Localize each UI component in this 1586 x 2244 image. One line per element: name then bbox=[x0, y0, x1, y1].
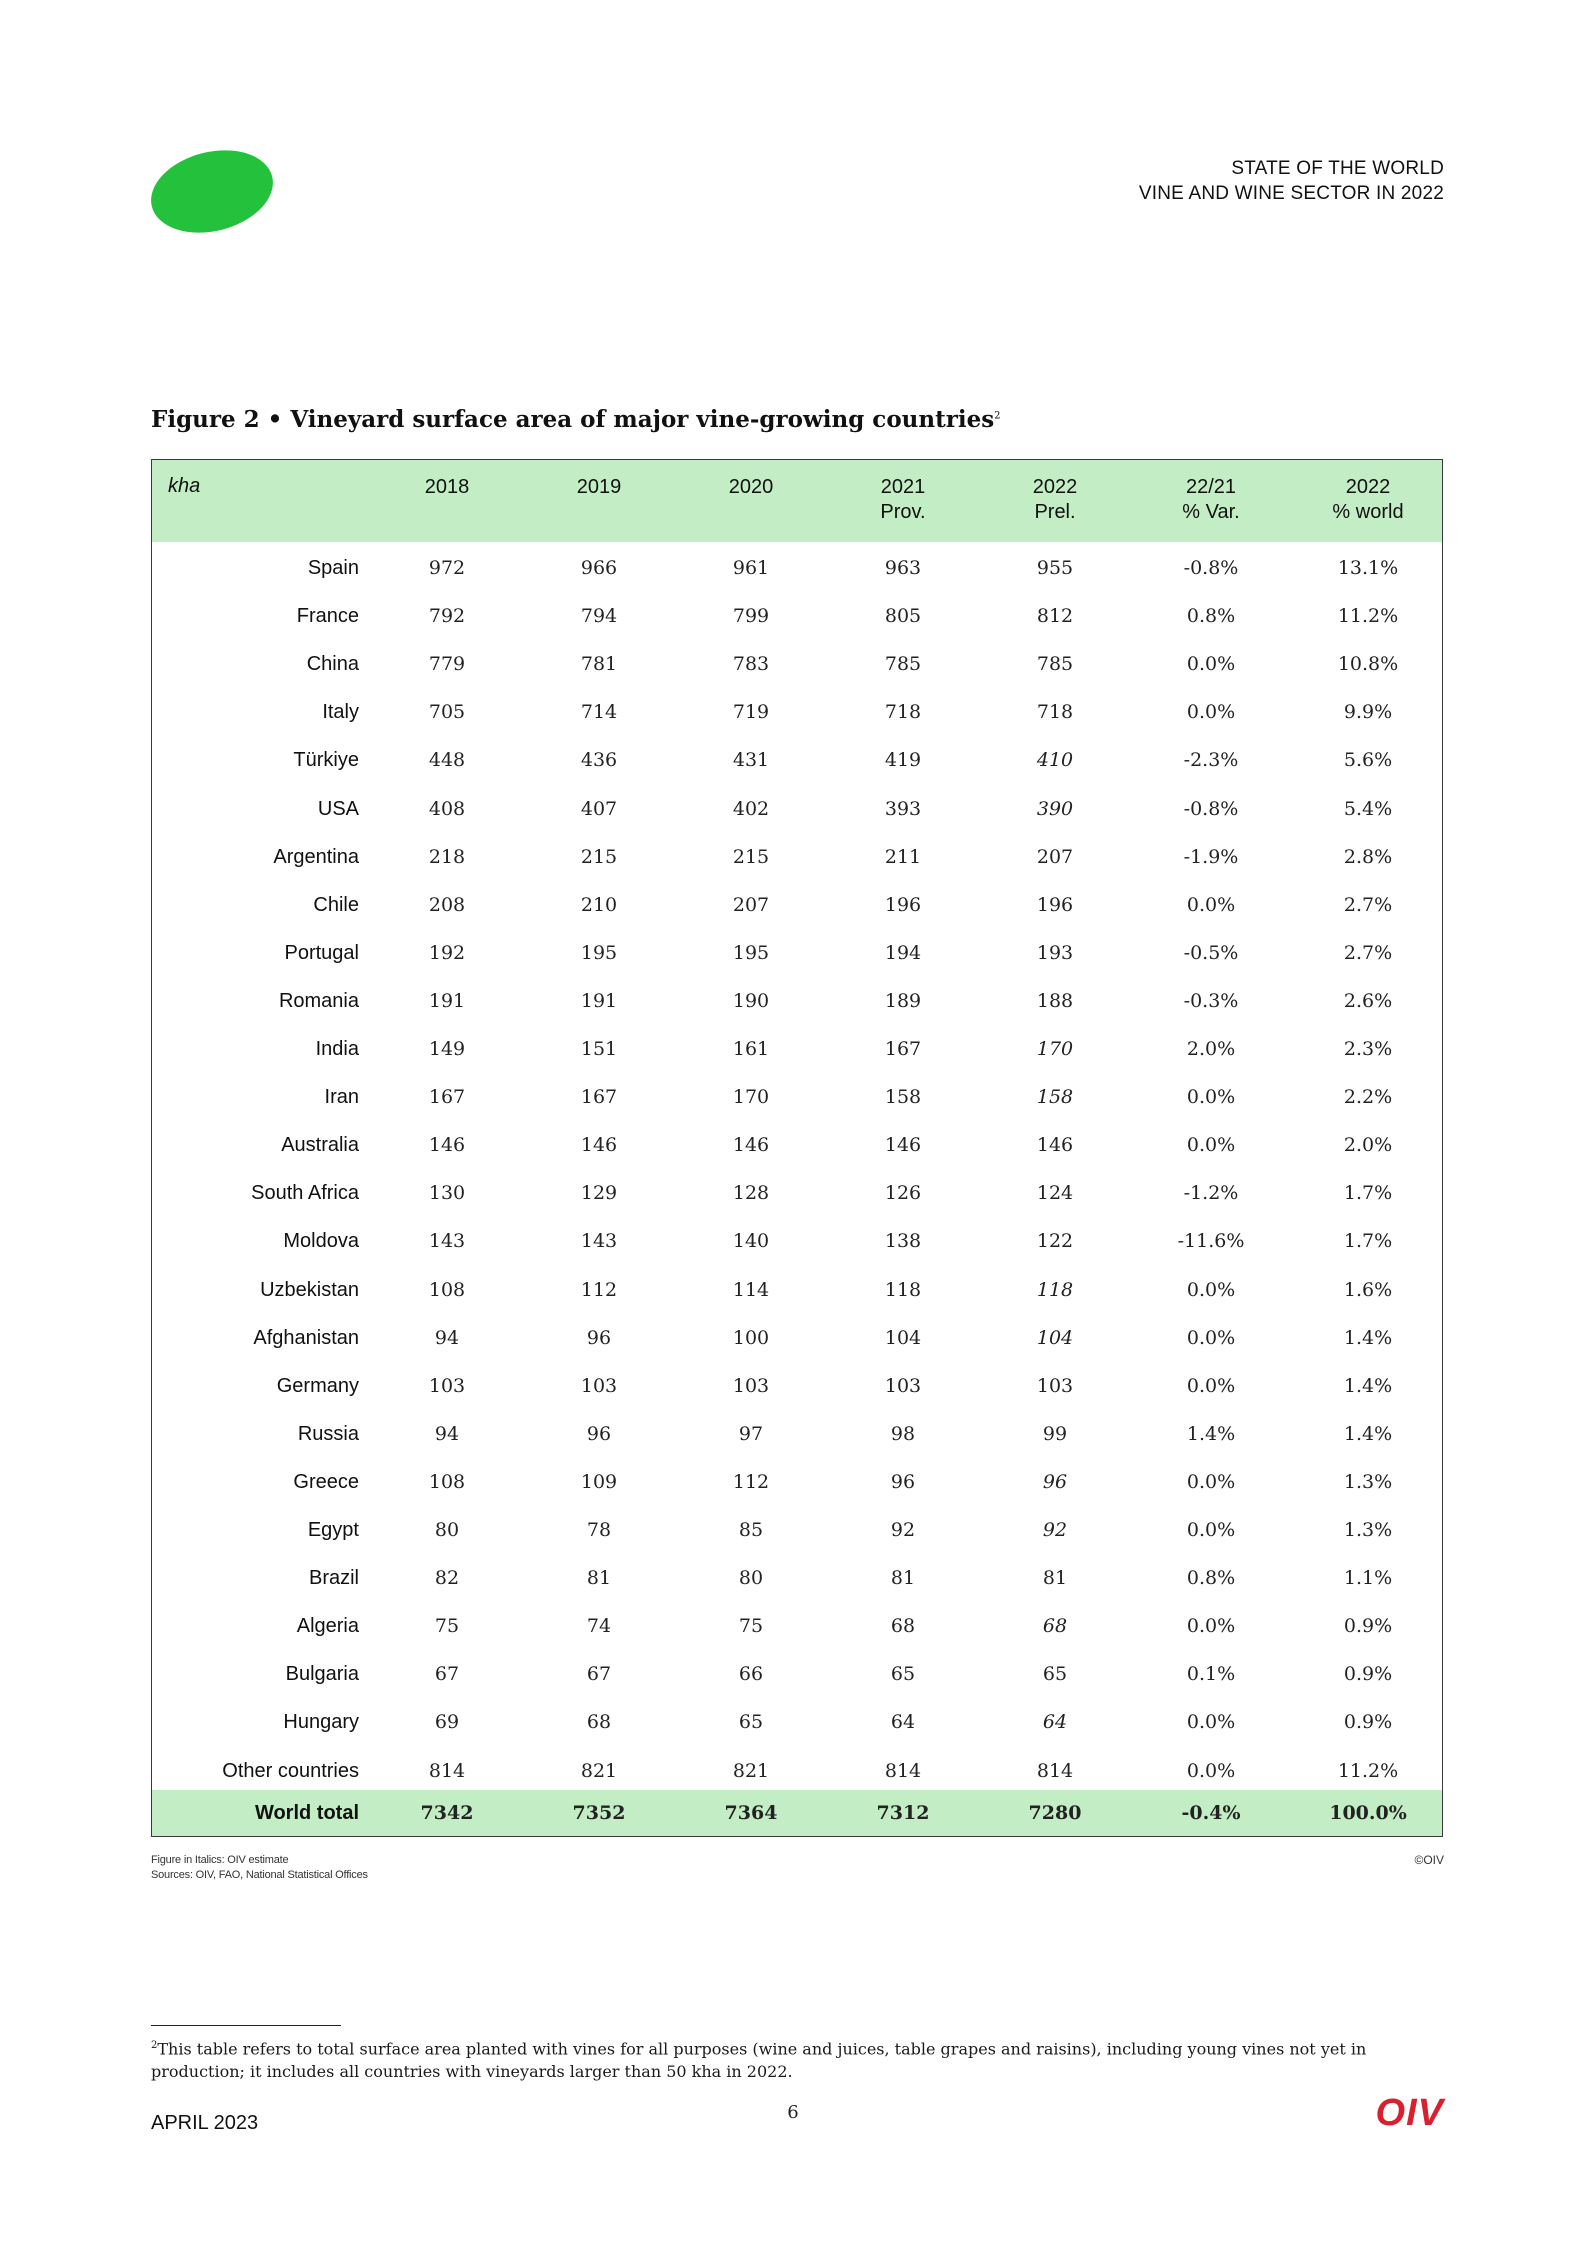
table-cell: 189 bbox=[884, 989, 922, 1012]
table-cell: 64 bbox=[1042, 1711, 1068, 1734]
table-cell: 85 bbox=[738, 1519, 764, 1541]
table-cell: -0.8% bbox=[1183, 557, 1239, 579]
table-cell: 814 bbox=[428, 1759, 466, 1782]
table-cell: 215 bbox=[580, 845, 618, 868]
footnote bbox=[151, 2034, 1451, 2083]
column-header bbox=[1332, 475, 1403, 525]
table-cell: -1.2% bbox=[1183, 1182, 1239, 1205]
table-cell: 1.4% bbox=[1343, 1374, 1393, 1397]
table-cell: 714 bbox=[580, 701, 618, 724]
table-cell: 118 bbox=[884, 1278, 922, 1301]
table-cell: 961 bbox=[732, 557, 770, 579]
table-cell: -0.3% bbox=[1183, 989, 1239, 1012]
country-name: Russia bbox=[297, 1422, 359, 1445]
table-row bbox=[152, 640, 1442, 688]
column-header-line2: Prel. bbox=[1034, 501, 1076, 523]
table-cell: 719 bbox=[732, 701, 770, 724]
table-cell: 2.7% bbox=[1343, 893, 1393, 916]
table-cell: 0.0% bbox=[1186, 1519, 1236, 1541]
table-cell: 114 bbox=[732, 1278, 770, 1301]
column-header bbox=[425, 475, 470, 500]
table-cell: 11.2% bbox=[1337, 605, 1399, 628]
table-cell: 143 bbox=[428, 1230, 466, 1253]
table-cell: 94 bbox=[434, 1326, 460, 1349]
table-row bbox=[152, 544, 1442, 592]
country-name: Bulgaria bbox=[285, 1663, 359, 1686]
table-cell: 0.8% bbox=[1186, 1567, 1236, 1590]
table-cell: 191 bbox=[428, 989, 466, 1012]
table-cell: 143 bbox=[580, 1230, 618, 1253]
table-cell: 130 bbox=[428, 1182, 466, 1205]
table-cell: 92 bbox=[1042, 1519, 1068, 1541]
table-row bbox=[152, 688, 1442, 736]
table-row bbox=[152, 881, 1442, 929]
country-name: Germany bbox=[276, 1374, 359, 1397]
table-row bbox=[152, 833, 1442, 881]
table-cell: -0.8% bbox=[1183, 797, 1239, 820]
figure-title-text: Figure 2 • Vineyard surface area of major vine-growing countries bbox=[151, 406, 995, 433]
table-cell: 68 bbox=[586, 1711, 612, 1734]
table-cell: 128 bbox=[732, 1182, 770, 1205]
table-cell: 69 bbox=[434, 1711, 460, 1734]
header-line-2: VINE AND WINE SECTOR IN 2022 bbox=[1138, 183, 1444, 204]
table-cell: 0.8% bbox=[1186, 605, 1236, 628]
table-cell: 146 bbox=[580, 1134, 618, 1157]
table-cell: 1.4% bbox=[1343, 1326, 1393, 1349]
country-name: Türkiye bbox=[293, 749, 359, 772]
country-name: Moldova bbox=[283, 1230, 359, 1253]
table-cell: 0.9% bbox=[1343, 1711, 1393, 1734]
table-cell: 109 bbox=[580, 1470, 618, 1493]
column-header-line1: 2018 bbox=[424, 476, 470, 498]
total-cell: -0.4% bbox=[1181, 1802, 1241, 1824]
table-cell: 158 bbox=[1036, 1086, 1074, 1109]
table-cell: 2.6% bbox=[1343, 989, 1393, 1012]
table-cell: 82 bbox=[434, 1567, 460, 1590]
table-cell: 170 bbox=[1036, 1038, 1074, 1060]
table-row bbox=[152, 977, 1442, 1025]
table-cell: 0.0% bbox=[1186, 701, 1236, 724]
table-cell: 1.6% bbox=[1343, 1278, 1393, 1301]
table-cell: 207 bbox=[732, 893, 770, 916]
table-cell: 146 bbox=[732, 1134, 770, 1157]
table-cell: 167 bbox=[580, 1086, 618, 1109]
table-cell: 191 bbox=[580, 989, 618, 1012]
country-name: Uzbekistan bbox=[260, 1278, 359, 1301]
column-header bbox=[1033, 475, 1078, 525]
total-cell: 7280 bbox=[1028, 1802, 1082, 1824]
table-cell: 161 bbox=[732, 1038, 770, 1060]
table-cell: 0.0% bbox=[1186, 1759, 1236, 1782]
data-table bbox=[151, 459, 1443, 1837]
table-cell: 436 bbox=[580, 749, 618, 772]
table-cell: 0.9% bbox=[1343, 1663, 1393, 1686]
table-cell: 192 bbox=[428, 941, 466, 964]
table-cell: 146 bbox=[884, 1134, 922, 1157]
table-cell: 96 bbox=[890, 1470, 916, 1493]
total-cell: 7364 bbox=[724, 1802, 778, 1824]
table-cell: 1.7% bbox=[1343, 1182, 1393, 1205]
table-cell: 67 bbox=[434, 1663, 460, 1686]
table-cell: 1.3% bbox=[1343, 1519, 1393, 1541]
report-header bbox=[1139, 156, 1444, 206]
table-cell: 783 bbox=[732, 653, 770, 676]
sources-note: Sources: OIV, FAO, National Statistical Offices bbox=[151, 1869, 368, 1881]
table-row bbox=[152, 1506, 1442, 1554]
table-cell: 0.0% bbox=[1186, 893, 1236, 916]
table-cell: 170 bbox=[732, 1086, 770, 1109]
column-header-line1: 2019 bbox=[576, 476, 622, 498]
table-cell: 966 bbox=[580, 557, 618, 579]
table-cell: 821 bbox=[580, 1759, 618, 1782]
oiv-logo: OIV bbox=[1375, 2092, 1444, 2134]
table-cell: 785 bbox=[884, 653, 922, 676]
table-row bbox=[152, 1362, 1442, 1410]
table-cell: 138 bbox=[884, 1230, 922, 1253]
table-cell: 100 bbox=[732, 1326, 770, 1349]
table-cell: 0.0% bbox=[1186, 1470, 1236, 1493]
table-cell: 390 bbox=[1036, 797, 1074, 820]
table-cell: 207 bbox=[1036, 845, 1074, 868]
table-cell: 208 bbox=[428, 893, 466, 916]
table-cell: 103 bbox=[580, 1374, 618, 1397]
table-row bbox=[152, 736, 1442, 784]
footnote-ref: 2 bbox=[994, 410, 1001, 422]
country-name: India bbox=[315, 1038, 359, 1060]
country-name: Egypt bbox=[307, 1519, 359, 1541]
footnote-marker: 2 bbox=[151, 2040, 158, 2051]
table-row bbox=[152, 1121, 1442, 1169]
table-cell: 103 bbox=[732, 1374, 770, 1397]
column-header-line1: 2021 bbox=[880, 476, 926, 498]
table-cell: 0.0% bbox=[1186, 1615, 1236, 1638]
table-cell: 419 bbox=[884, 749, 922, 772]
table-cell: 10.8% bbox=[1337, 653, 1399, 676]
table-cell: 96 bbox=[586, 1326, 612, 1349]
table-cell: 2.0% bbox=[1343, 1134, 1393, 1157]
table-notes bbox=[151, 1853, 368, 1883]
table-cell: 814 bbox=[1036, 1759, 1074, 1782]
table-cell: 0.0% bbox=[1186, 1711, 1236, 1734]
table-cell: 96 bbox=[586, 1422, 612, 1445]
unit-label: kha bbox=[168, 475, 201, 497]
country-name: USA bbox=[317, 797, 359, 820]
footnote-text: This table refers to total surface area planted with vines for all purposes (wine and juices, table grapes and raisins), including young vines not yet in production; it includes all countries with vineyards larger than 50 kha in 2022. bbox=[151, 2039, 1367, 2082]
table-cell: 126 bbox=[884, 1182, 922, 1205]
table-cell: 167 bbox=[428, 1086, 466, 1109]
table-cell: -1.9% bbox=[1183, 845, 1239, 868]
table-cell: 112 bbox=[580, 1278, 618, 1301]
table-cell: 104 bbox=[1036, 1326, 1074, 1349]
total-cell: 100.0% bbox=[1329, 1802, 1407, 1824]
table-cell: 718 bbox=[884, 701, 922, 724]
table-row bbox=[152, 1698, 1442, 1746]
table-cell: 963 bbox=[884, 557, 922, 579]
footer-date: APRIL 2023 bbox=[151, 2112, 259, 2134]
table-cell: -11.6% bbox=[1177, 1230, 1245, 1253]
green-logo-icon bbox=[142, 138, 281, 245]
country-name: Iran bbox=[324, 1086, 359, 1109]
table-cell: 2.3% bbox=[1343, 1038, 1393, 1060]
table-row bbox=[152, 1410, 1442, 1458]
table-cell: 80 bbox=[434, 1519, 460, 1541]
table-cell: 104 bbox=[884, 1326, 922, 1349]
table-cell: 779 bbox=[428, 653, 466, 676]
table-cell: 407 bbox=[580, 797, 618, 820]
table-cell: 195 bbox=[732, 941, 770, 964]
column-header-line2: % world bbox=[1332, 501, 1404, 523]
column-header bbox=[880, 475, 925, 525]
table-cell: 1.4% bbox=[1343, 1422, 1393, 1445]
table-cell: 393 bbox=[884, 797, 922, 820]
table-cell: 193 bbox=[1036, 941, 1074, 964]
table-cell: 215 bbox=[732, 845, 770, 868]
country-name: Portugal bbox=[284, 941, 359, 964]
table-cell: 80 bbox=[738, 1567, 764, 1590]
column-header-line1: 2020 bbox=[728, 476, 774, 498]
table-cell: 2.7% bbox=[1343, 941, 1393, 964]
table-cell: -0.5% bbox=[1183, 941, 1239, 964]
total-cell: 7342 bbox=[420, 1802, 474, 1824]
table-cell: 65 bbox=[738, 1711, 764, 1734]
table-cell: 1.3% bbox=[1343, 1470, 1393, 1493]
table-row bbox=[152, 1314, 1442, 1362]
footnote-divider bbox=[151, 2025, 341, 2026]
country-name: Chile bbox=[313, 893, 359, 916]
table-cell: 98 bbox=[890, 1422, 916, 1445]
column-header bbox=[1182, 475, 1239, 525]
total-cell: 7352 bbox=[572, 1802, 626, 1824]
table-cell: 718 bbox=[1036, 701, 1074, 724]
country-name: Italy bbox=[322, 701, 359, 724]
table-cell: 158 bbox=[884, 1086, 922, 1109]
table-cell: 821 bbox=[732, 1759, 770, 1782]
figure-title bbox=[151, 406, 1001, 433]
table-cell: 118 bbox=[1036, 1278, 1074, 1301]
table-cell: 794 bbox=[580, 605, 618, 628]
table-cell: 108 bbox=[428, 1470, 466, 1493]
table-cell: 78 bbox=[586, 1519, 612, 1541]
table-cell: 112 bbox=[732, 1470, 770, 1493]
country-name: South Africa bbox=[251, 1182, 359, 1205]
table-row bbox=[152, 1169, 1442, 1217]
table-cell: 9.9% bbox=[1343, 701, 1393, 724]
table-cell: 211 bbox=[884, 845, 922, 868]
table-row bbox=[152, 1554, 1442, 1602]
copyright: ©OIV bbox=[1414, 1853, 1444, 1867]
table-row bbox=[152, 1458, 1442, 1506]
table-cell: 0.0% bbox=[1186, 1134, 1236, 1157]
page-number: 6 bbox=[787, 2102, 799, 2123]
table-cell: 195 bbox=[580, 941, 618, 964]
table-row bbox=[152, 1747, 1442, 1795]
table-cell: 0.0% bbox=[1186, 1086, 1236, 1109]
table-cell: 129 bbox=[580, 1182, 618, 1205]
table-cell: 799 bbox=[732, 605, 770, 628]
column-header-line1: 22/21 bbox=[1185, 476, 1237, 498]
table-cell: 2.8% bbox=[1343, 845, 1393, 868]
table-cell: 781 bbox=[580, 653, 618, 676]
table-cell: 0.1% bbox=[1186, 1663, 1236, 1686]
country-name: Australia bbox=[281, 1134, 359, 1157]
table-cell: 122 bbox=[1036, 1230, 1074, 1253]
table-cell: 196 bbox=[1036, 893, 1074, 916]
table-cell: 66 bbox=[738, 1663, 764, 1686]
total-cell: 7312 bbox=[876, 1802, 930, 1824]
table-row bbox=[152, 1073, 1442, 1121]
total-row bbox=[152, 1790, 1442, 1836]
table-cell: 108 bbox=[428, 1278, 466, 1301]
table-cell: 0.0% bbox=[1186, 1374, 1236, 1397]
total-label: World total bbox=[254, 1802, 359, 1824]
table-cell: 13.1% bbox=[1337, 557, 1399, 579]
table-cell: 81 bbox=[1042, 1567, 1068, 1590]
country-name: Hungary bbox=[283, 1711, 359, 1734]
country-name: Afghanistan bbox=[253, 1326, 359, 1349]
column-header-line1: 2022 bbox=[1345, 476, 1391, 498]
country-name: Romania bbox=[278, 989, 359, 1012]
table-cell: 167 bbox=[884, 1038, 922, 1060]
table-cell: 103 bbox=[428, 1374, 466, 1397]
table-row bbox=[152, 785, 1442, 833]
column-header bbox=[577, 475, 622, 500]
table-cell: 188 bbox=[1036, 989, 1074, 1012]
table-header bbox=[152, 460, 1442, 542]
table-cell: 151 bbox=[580, 1038, 618, 1060]
table-cell: 92 bbox=[890, 1519, 916, 1541]
table-cell: 402 bbox=[732, 797, 770, 820]
column-header bbox=[729, 475, 774, 500]
table-cell: 972 bbox=[428, 557, 466, 579]
table-cell: 97 bbox=[738, 1422, 764, 1445]
table-cell: 705 bbox=[428, 701, 466, 724]
table-cell: 194 bbox=[884, 941, 922, 964]
table-cell: 5.4% bbox=[1343, 797, 1393, 820]
table-cell: 408 bbox=[428, 797, 466, 820]
country-name: China bbox=[306, 653, 359, 676]
table-cell: 431 bbox=[732, 749, 770, 772]
table-cell: 0.9% bbox=[1343, 1615, 1393, 1638]
italics-note: Figure in Italics: OIV estimate bbox=[151, 1854, 289, 1866]
table-cell: 0.0% bbox=[1186, 1326, 1236, 1349]
table-cell: 99 bbox=[1042, 1422, 1068, 1445]
table-cell: 812 bbox=[1036, 605, 1074, 628]
table-row bbox=[152, 1602, 1442, 1650]
table-cell: 65 bbox=[890, 1663, 916, 1686]
table-cell: 1.1% bbox=[1343, 1567, 1393, 1590]
table-row bbox=[152, 1025, 1442, 1073]
table-cell: 64 bbox=[890, 1711, 916, 1734]
country-name: Other countries bbox=[222, 1759, 359, 1782]
table-cell: 146 bbox=[1036, 1134, 1074, 1157]
table-cell: 140 bbox=[732, 1230, 770, 1253]
table-cell: 103 bbox=[1036, 1374, 1074, 1397]
table-cell: 805 bbox=[884, 605, 922, 628]
table-row bbox=[152, 929, 1442, 977]
column-header-line1: 2022 bbox=[1032, 476, 1078, 498]
country-name: Argentina bbox=[273, 845, 359, 868]
table-cell: 218 bbox=[428, 845, 466, 868]
country-name: France bbox=[296, 605, 359, 628]
table-cell: 68 bbox=[890, 1615, 916, 1638]
table-cell: 146 bbox=[428, 1134, 466, 1157]
table-cell: 81 bbox=[890, 1567, 916, 1590]
country-name: Spain bbox=[307, 557, 359, 579]
table-cell: 0.0% bbox=[1186, 653, 1236, 676]
table-row bbox=[152, 1217, 1442, 1265]
table-cell: 65 bbox=[1042, 1663, 1068, 1686]
table-cell: 1.7% bbox=[1343, 1230, 1393, 1253]
table-cell: 74 bbox=[586, 1615, 612, 1638]
table-cell: 210 bbox=[580, 893, 618, 916]
table-cell: 68 bbox=[1042, 1615, 1068, 1638]
table-cell: 96 bbox=[1042, 1470, 1068, 1493]
table-row bbox=[152, 1266, 1442, 1314]
table-row bbox=[152, 592, 1442, 640]
table-cell: 94 bbox=[434, 1422, 460, 1445]
table-cell: 81 bbox=[586, 1567, 612, 1590]
table-cell: 448 bbox=[428, 749, 466, 772]
column-header-line2: Prov. bbox=[880, 501, 926, 523]
header-line-1: STATE OF THE WORLD bbox=[1231, 158, 1444, 179]
country-name: Algeria bbox=[296, 1615, 359, 1638]
table-cell: 75 bbox=[738, 1615, 764, 1638]
table-cell: 67 bbox=[586, 1663, 612, 1686]
table-cell: 792 bbox=[428, 605, 466, 628]
table-cell: 2.0% bbox=[1186, 1038, 1236, 1060]
column-header-line2: % Var. bbox=[1182, 501, 1240, 523]
table-cell: 814 bbox=[884, 1759, 922, 1782]
country-name: Brazil bbox=[308, 1567, 359, 1590]
table-cell: 5.6% bbox=[1343, 749, 1393, 772]
table-cell: 11.2% bbox=[1337, 1759, 1399, 1782]
table-cell: 410 bbox=[1036, 749, 1074, 772]
table-cell: 124 bbox=[1036, 1182, 1074, 1205]
table-cell: -2.3% bbox=[1183, 749, 1239, 772]
table-cell: 1.4% bbox=[1186, 1422, 1236, 1445]
table-row bbox=[152, 1650, 1442, 1698]
table-cell: 103 bbox=[884, 1374, 922, 1397]
table-cell: 149 bbox=[428, 1038, 466, 1060]
table-cell: 0.0% bbox=[1186, 1278, 1236, 1301]
table-cell: 190 bbox=[732, 989, 770, 1012]
table-cell: 785 bbox=[1036, 653, 1074, 676]
table-cell: 196 bbox=[884, 893, 922, 916]
table-cell: 955 bbox=[1036, 557, 1074, 579]
table-cell: 75 bbox=[434, 1615, 460, 1638]
table-cell: 2.2% bbox=[1343, 1086, 1393, 1109]
country-name: Greece bbox=[293, 1470, 359, 1493]
